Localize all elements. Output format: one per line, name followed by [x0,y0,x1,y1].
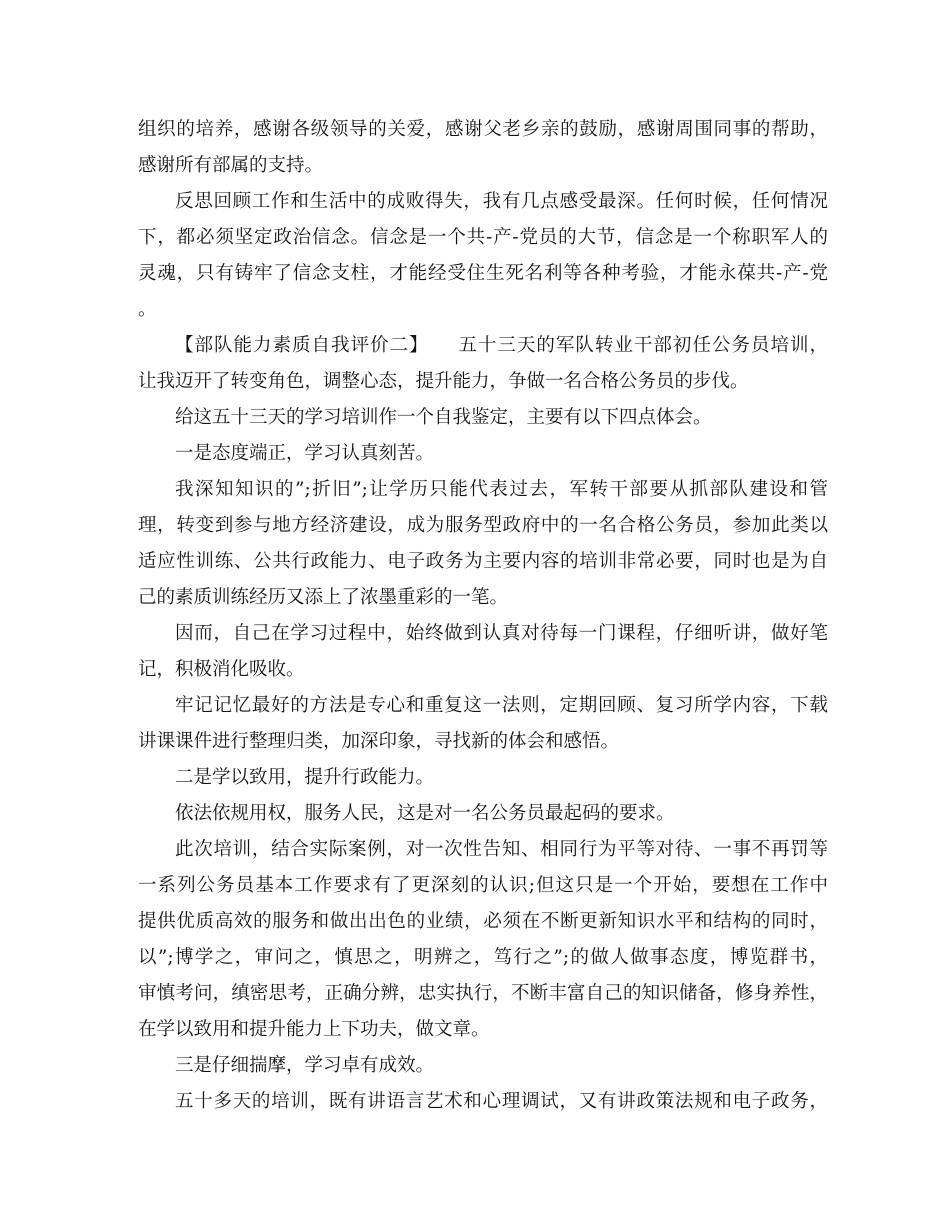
point-heading: 一是态度端正，学习认真刻苦。 [175,443,435,464]
text-line: 。 [138,299,157,320]
text-line: 感谢所有部属的支持。 [138,155,324,176]
text-line: 五十多天的培训，既有讲语言艺术和心理调试，又有讲政策法规和电子政务， [175,1091,828,1112]
text-line: 组织的培养，感谢各级领导的关爱，感谢父老乡亲的鼓励，感谢周围同事的帮助， [138,119,828,140]
text-line: 反思回顾工作和生活中的成败得失，我有几点感受最深。任何时候，任何情况 [175,191,828,212]
text-line: 己的素质训练经历又添上了浓墨重彩的一笔。 [138,587,509,608]
text-line: 提供优质高效的服务和做出出色的业绩，必须在不断更新知识水平和结构的同时， [138,911,828,932]
text-line: 牢记记忆最好的方法是专心和重复这一法则，定期回顾、复习所学内容，下载 [175,695,828,716]
text-line: 一系列公务员基本工作要求有了更深刻的认识;但这只是一个开始，要想在工作中 [138,875,828,896]
text-line: 记，积极消化吸收。 [138,659,305,680]
text-line: 理，转变到参与地方经济建设，成为服务型政府中的一名合格公务员，参加此类以 [138,515,828,536]
text-line: 下，都必须坚定政治信念。信念是一个共-产-党员的大节，信念是一个称职军人的 [138,227,828,248]
text-line: 适应性训练、公共行政能力、电子政务为主要内容的培训非常必要，同时也是为自 [138,551,828,572]
text-line: 以”;博学之，审问之，慎思之，明辨之，笃行之”;的做人做事态度，博览群书， [138,947,828,968]
text-line: 讲课课件进行整理归类，加深印象，寻找新的体会和感悟。 [138,731,620,752]
text-line: 灵魂，只有铸牢了信念支柱，才能经受住生死名利等各种考验，才能永葆共-产-党 [138,263,828,284]
section-heading-line: 【部队能力素质自我评价二】 五十三天的军队转业干部初任公务员培训， [175,335,828,356]
point-heading: 二是学以致用，提升行政能力。 [175,767,435,788]
text-line: 让我迈开了转变角色，调整心态，提升能力，争做一名合格公务员的步伐。 [138,371,749,392]
text-line: 给这五十三天的学习培训作一个自我鉴定，主要有以下四点体会。 [175,407,712,428]
text-line: 此次培训，结合实际案例，对一次性告知、相同行为平等对待、一事不再罚等 [175,839,828,860]
text-line: 我深知知识的”;折旧”;让学历只能代表过去，军转干部要从抓部队建设和管 [175,479,828,500]
text-line: 审慎考问，缜密思考，正确分辨，忠实执行，不断丰富自己的知识储备，修身养性， [138,983,828,1004]
text-line: 因而，自己在学习过程中，始终做到认真对待每一门课程，仔细听讲，做好笔 [175,623,828,644]
point-heading: 三是仔细揣摩，学习卓有成效。 [175,1055,435,1076]
text-line: 在学以致用和提升能力上下功夫，做文章。 [138,1019,490,1040]
text-line: 依法依规用权，服务人民，这是对一名公务员最起码的要求。 [175,803,675,824]
